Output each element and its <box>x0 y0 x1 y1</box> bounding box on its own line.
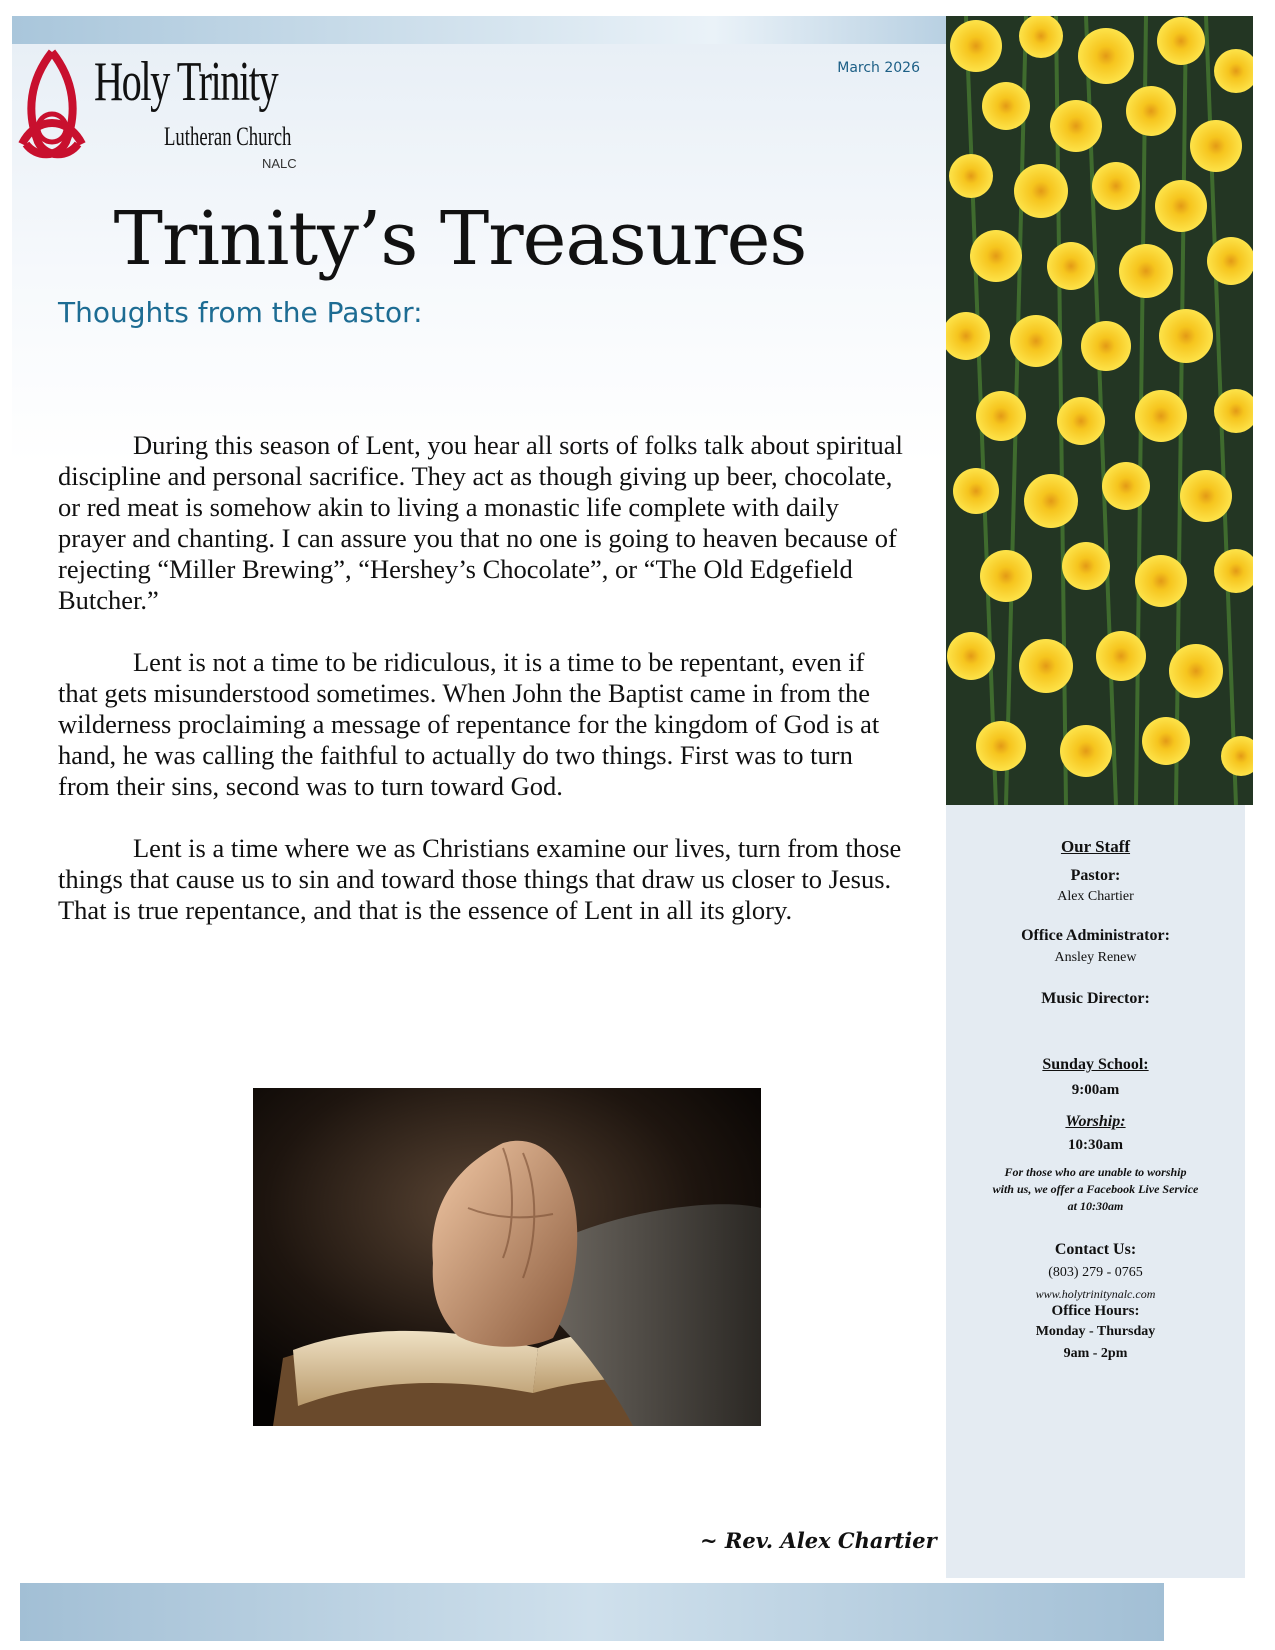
office-admin-label: Office Administrator: <box>1021 927 1170 944</box>
newsletter-date: March 2026 <box>837 60 920 76</box>
article-paragraph: Lent is not a time to be ridiculous, it is a time to be repentant, even if that gets misunderstood sometimes. When John the Baptist came in from the wilderness proclaiming a message of repentance for the kingdom of God is at hand, he was calling the faithful to actually do two things. First was to turn from their sins, second was to turn toward God. <box>58 647 880 801</box>
music-director-label: Music Director: <box>1041 990 1150 1007</box>
logo-name-line1: Holy Trinity <box>94 51 278 113</box>
bottom-decorative-bar <box>20 1583 1164 1641</box>
worship-time: 10:30am <box>1068 1137 1123 1153</box>
section-title: Thoughts from the Pastor: <box>58 296 423 329</box>
church-logo <box>16 46 316 181</box>
top-decorative-bar <box>12 16 947 44</box>
office-time: 9am - 2pm <box>1063 1346 1128 1361</box>
newsletter-title: Trinity’s Treasures <box>113 196 807 282</box>
facebook-note-line: at 10:30am <box>1067 1199 1124 1213</box>
pastor-label: Pastor: <box>1070 867 1121 884</box>
trinity-knot-icon <box>16 46 88 171</box>
staff-sidebar <box>946 805 1245 1578</box>
sunday-school-label: Sunday School: <box>1042 1056 1149 1073</box>
article-paragraph: During this season of Lent, you hear all sorts of folks talk about spiritual discipline and personal sacrifice. They act as though giving up beer, chocolate, or red meat is somehow akin to living a monastic life complete with daily prayer and chanting. I can assure you that no one is going to heaven because of rejecting “Miller Brewing”, “Hershey’s Chocolate”, or “The Old Edgefield Butcher.” <box>58 430 903 615</box>
nalc-logo: NALC <box>262 156 297 171</box>
facebook-note-line: For those who are unable to worship <box>1004 1165 1187 1179</box>
article-paragraph: Lent is a time where we as Christians examine our lives, turn from those things that cause us to sin and toward those things that draw us closer to Jesus. That is true repentance, and that is the essence of Lent in all its glory. <box>58 833 902 925</box>
website-link[interactable]: www.holytrinitynalc.com <box>1035 1287 1156 1301</box>
staff-heading: Our Staff <box>1060 837 1131 856</box>
office-days: Monday - Thursday <box>1035 1324 1156 1339</box>
logo-name-line2: Lutheran Church <box>164 122 292 151</box>
worship-label: Worship: <box>1065 1113 1126 1130</box>
office-hours-label: Office Hours: <box>1051 1303 1140 1319</box>
pastor-name: Alex Chartier <box>1057 889 1134 904</box>
praying-hands-photo <box>253 1088 761 1426</box>
sunday-school-time: 9:00am <box>1071 1082 1120 1098</box>
pastor-article <box>58 430 908 957</box>
contact-label: Contact Us: <box>1054 1241 1137 1258</box>
pastor-signature: ~ Rev. Alex Chartier <box>700 1528 937 1553</box>
facebook-note-line: with us, we offer a Facebook Live Service <box>992 1182 1199 1196</box>
phone-number: (803) 279 - 0765 <box>1048 1265 1143 1280</box>
daffodils-photo <box>946 16 1253 805</box>
office-admin-name: Ansley Renew <box>1054 950 1137 965</box>
